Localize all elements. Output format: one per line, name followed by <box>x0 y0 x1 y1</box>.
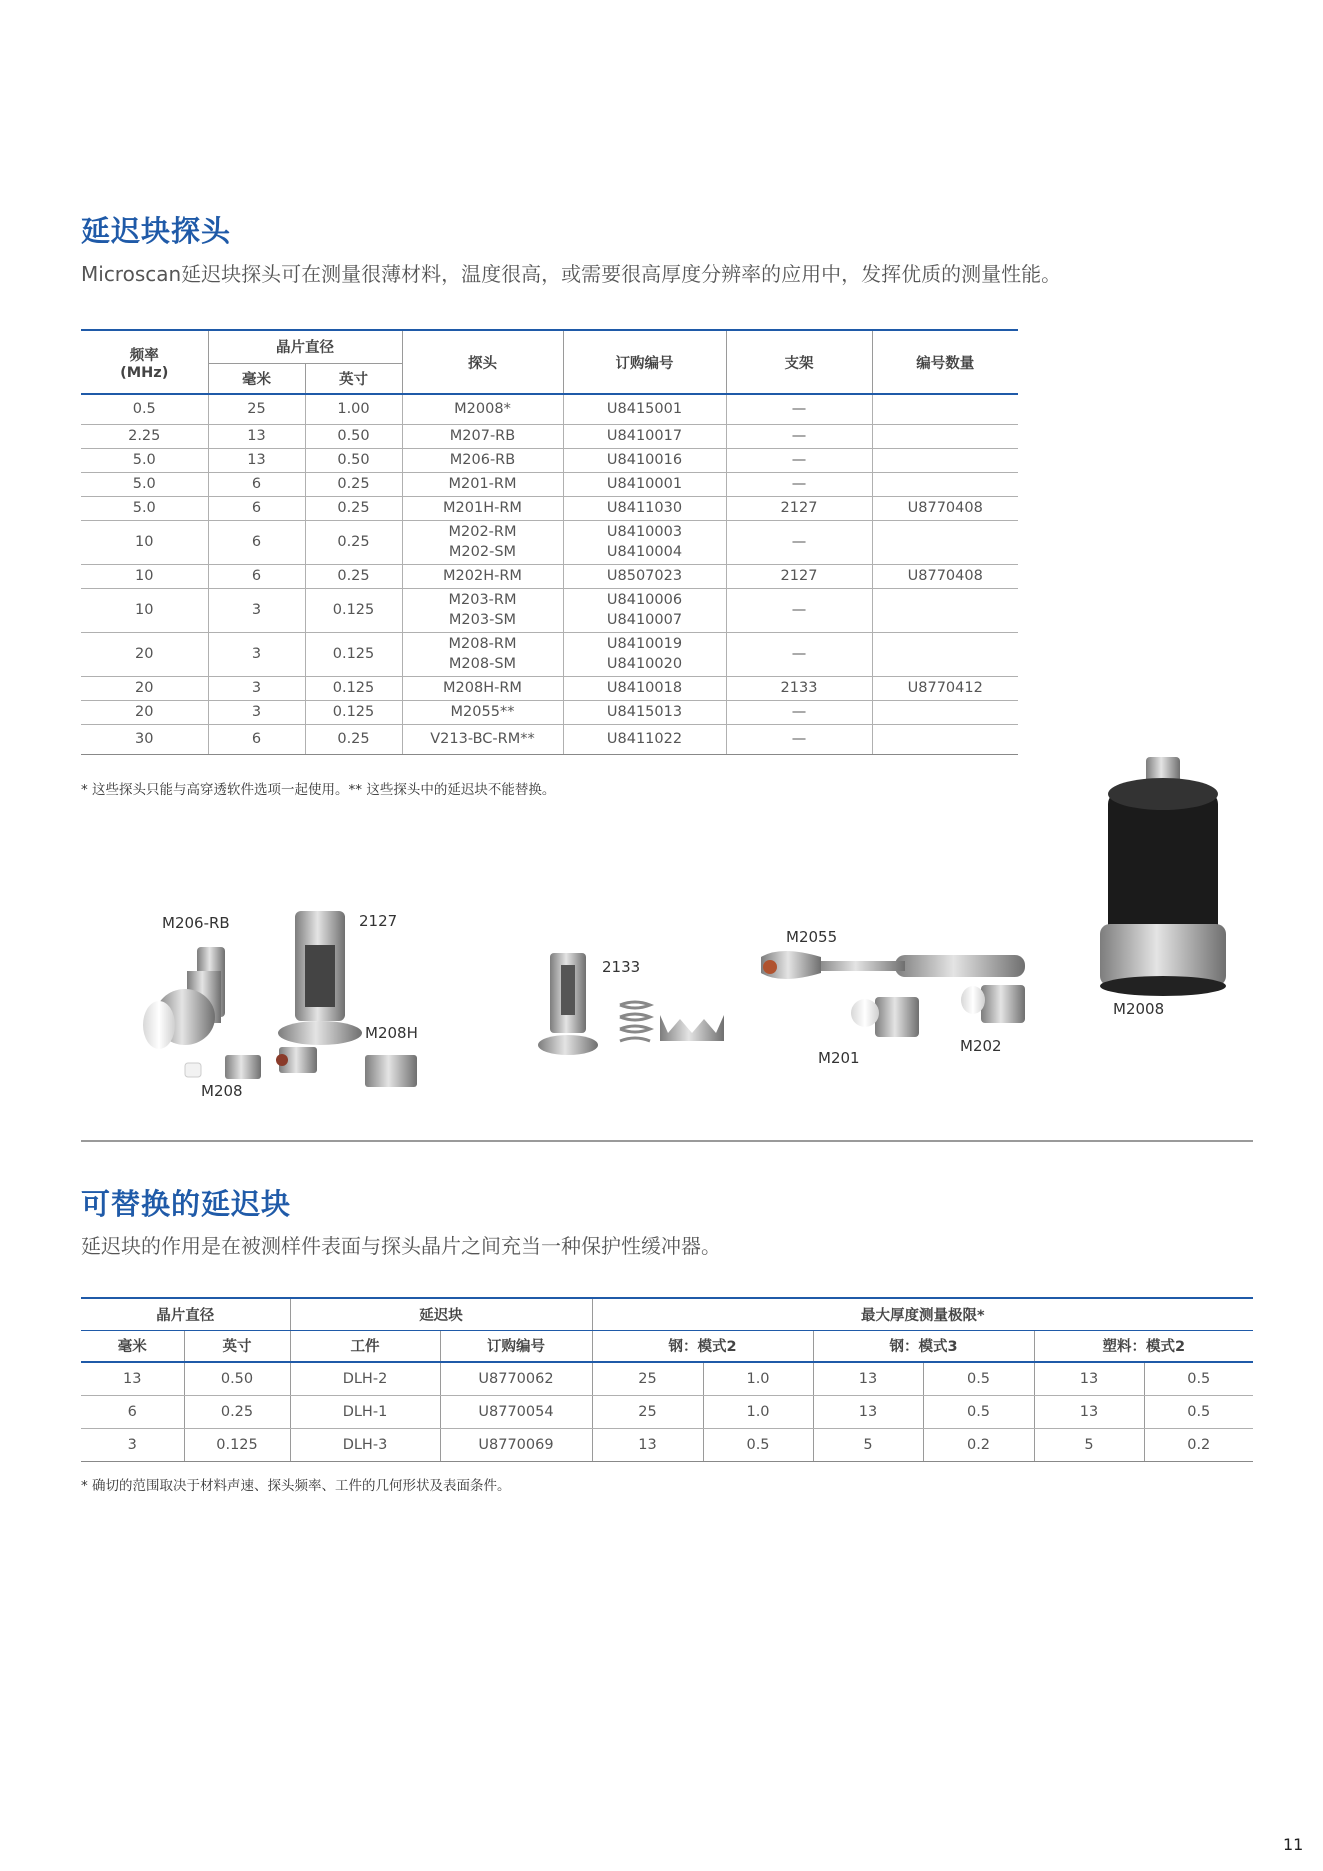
label-m208h: M208H <box>365 1024 418 1042</box>
header-steel-mode2: 钢：模式2 <box>592 1330 813 1362</box>
table-row: 30 6 0.25 V213-BC-RM** U8411022 — <box>81 724 1018 754</box>
header-delay-line: 延迟块 <box>290 1298 592 1330</box>
section-subtitle-delay-probes: Microscan延迟块探头可在测量很薄材料，温度很高，或需要很高厚度分辨率的应用中，发挥优质的测量性能。 <box>81 262 1062 286</box>
header-inch: 英寸 <box>305 363 402 394</box>
table-row: 5.0 6 0.25 M201-RM U8410001 — <box>81 472 1018 496</box>
label-2133: 2133 <box>602 958 641 976</box>
header-probe: 探头 <box>402 330 563 394</box>
header-crystal-diameter: 晶片直径 <box>208 330 402 363</box>
table-row: 0.5 25 1.00 M2008* U8415001 — <box>81 394 1018 424</box>
section-title-replaceable-delay-lines: 可替换的延迟块 <box>81 1187 292 1221</box>
table-row: 20 3 0.125 M208H-RM U8410018 2133 U8770412 <box>81 676 1018 700</box>
table-row: 13 0.50 DLH-2 U8770062 25 1.0 13 0.5 13 0.5 <box>81 1362 1253 1395</box>
table-row: 20 3 0.125 M2055** U8415013 — <box>81 700 1018 724</box>
header-order-number: 订购编号 <box>563 330 726 394</box>
photo-m206rb-2127-m208h-m208 <box>125 905 455 1100</box>
section-subtitle-replaceable-delay-lines: 延迟块的作用是在被测样件表面与探头晶片之间充当一种保护性缓冲器。 <box>81 1234 721 1258</box>
replaceable-delay-line-table <box>81 1297 1253 1462</box>
section-title-delay-probes: 延迟块探头 <box>81 214 232 248</box>
header-mm: 毫米 <box>208 363 305 394</box>
table2-footnote: * 确切的范围取决于材料声速、探头频率、工件的几何形状及表面条件。 <box>81 1478 511 1494</box>
label-m2008: M2008 <box>1113 1000 1165 1018</box>
label-m208: M208 <box>201 1082 243 1100</box>
table-row: 3 0.125 DLH-3 U8770069 13 0.5 5 0.2 5 0.2 <box>81 1428 1253 1461</box>
header-order-number: 订购编号 <box>440 1330 592 1362</box>
table-row: 6 0.25 DLH-1 U8770054 25 1.0 13 0.5 13 0.5 <box>81 1395 1253 1428</box>
label-m206rb: M206-RB <box>162 914 230 932</box>
label-m202: M202 <box>960 1037 1002 1055</box>
header-part: 工件 <box>290 1330 440 1362</box>
header-steel-mode3: 钢：模式3 <box>813 1330 1034 1362</box>
table-row: 10 6 0.25 M202-RM M202-SM U8410003 U8410004 — <box>81 520 1018 564</box>
delay-probe-table <box>81 329 1018 755</box>
header-mm: 毫米 <box>81 1330 184 1362</box>
table-row: 10 3 0.125 M203-RM M203-SM U8410006 U8410007 — <box>81 588 1018 632</box>
header-holder-code: 编号数量 <box>916 355 975 372</box>
table-row: 5.0 13 0.50 M206-RB U8410016 — <box>81 448 1018 472</box>
table1-footnote: * 这些探头只能与高穿透软件选项一起使用。** 这些探头中的延迟块不能替换。 <box>81 782 556 798</box>
label-m201: M201 <box>818 1049 860 1067</box>
header-inch: 英寸 <box>184 1330 290 1362</box>
photo-m2008 <box>1096 752 1236 1002</box>
table-row: 20 3 0.125 M208-RM M208-SM U8410019 U8410020 — <box>81 632 1018 676</box>
header-crystal-diameter: 晶片直径 <box>81 1298 290 1330</box>
label-2127: 2127 <box>359 912 398 930</box>
header-holder: 支架 <box>726 330 872 394</box>
table-row: 10 6 0.25 M202H-RM U8507023 2127 U8770408 <box>81 564 1018 588</box>
table-row: 5.0 6 0.25 M201H-RM U8411030 2127 U8770408 <box>81 496 1018 520</box>
table-row: 2.25 13 0.50 M207-RB U8410017 — <box>81 424 1018 448</box>
photo-m2055-m201-m202 <box>755 945 1055 1045</box>
page-number: 11 <box>1283 1835 1304 1854</box>
label-m2055: M2055 <box>786 928 838 946</box>
header-plastic-mode2: 塑料：模式2 <box>1034 1330 1253 1362</box>
header-frequency: 频率 (MHz) <box>81 330 208 394</box>
section-divider <box>81 1140 1253 1142</box>
header-max-thickness: 最大厚度测量极限* <box>592 1298 1253 1330</box>
